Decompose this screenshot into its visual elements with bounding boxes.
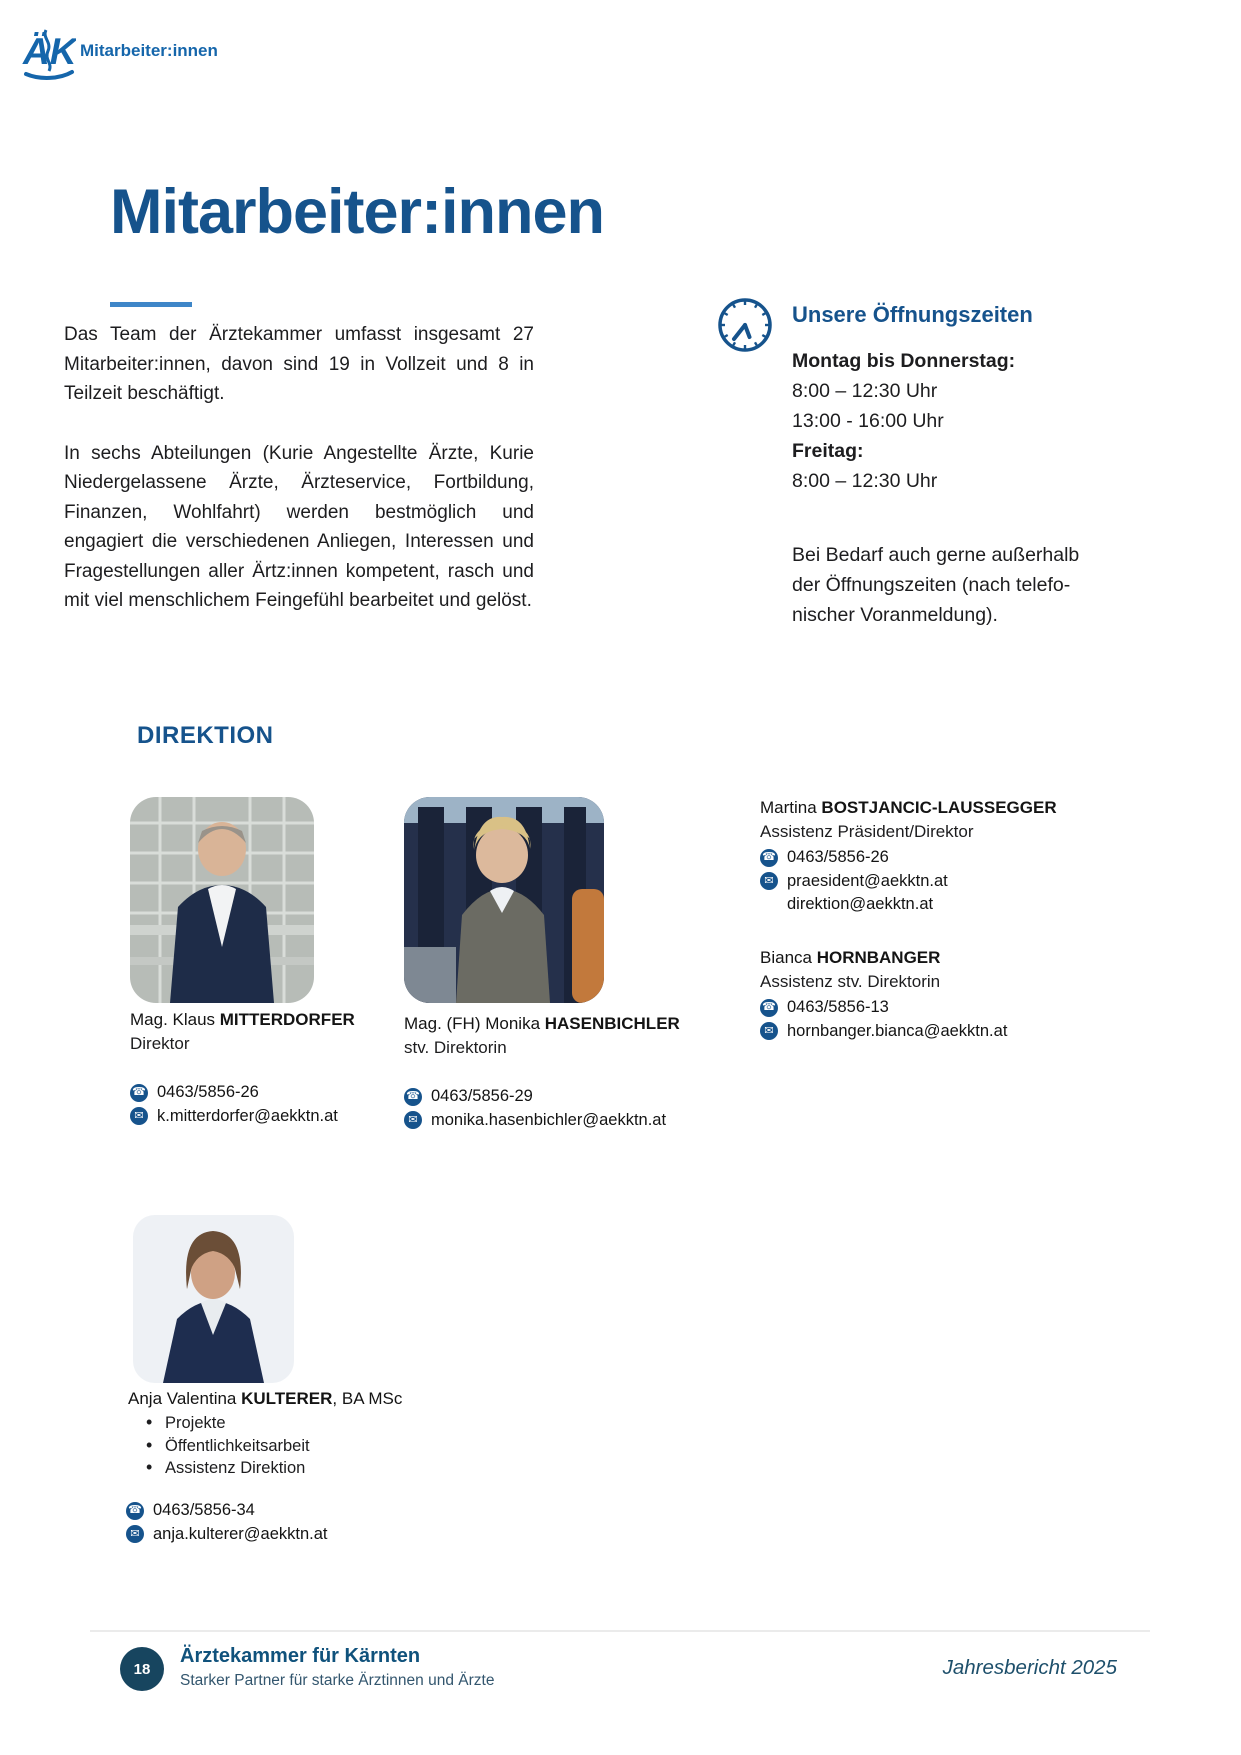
phone-row	[126, 1499, 328, 1523]
staff-contact-bostjancic	[760, 846, 948, 917]
staff-name-hasenbichler	[404, 1012, 680, 1060]
phone-icon: ☎	[126, 1502, 144, 1520]
email-icon: ✉	[760, 872, 778, 890]
staff-role: Direktor	[130, 1034, 190, 1053]
aek-logo-icon	[22, 22, 76, 80]
opening-hours-title: Unsere Öffnungszeiten	[792, 302, 1033, 327]
staff-role: Assistenz Präsident/Direktor	[760, 822, 974, 841]
name-surname: HASENBICHLER	[544, 1014, 680, 1033]
intro-paragraph-1: Das Team der Ärztekammer umfasst insgesamt 27 Mitarbeiter:innen, davon sind 19 in Vollzeit und 8 in Teilzeit beschäftigt.	[64, 324, 534, 404]
email-address: anja.kulterer@aekktn.at	[153, 1524, 328, 1543]
logo-swoosh	[26, 72, 72, 78]
phone-icon: ☎	[760, 849, 778, 867]
staff-duties-kulterer	[128, 1412, 310, 1480]
name-suffix: , BA MSc	[332, 1389, 403, 1408]
email-icon: ✉	[760, 1022, 778, 1040]
intro-paragraph-2: In sechs Abteilungen (Kurie Angestellte Ärzte, Kurie Niedergelassene Ärzte, Ärzteservice, Fortbildung, Finanzen, Wohlfahrt) werden bestmöglich und engagiert die verschiedenen Anliegen, Interessen und Fragestellungen aller Ärtz:innen kompetent, rasch und mit viel menschlichem Feingefühl bearbeitet und gelöst.	[64, 442, 534, 611]
staff-contact-hasenbichler	[404, 1085, 666, 1132]
clock-icon	[716, 296, 774, 354]
staff-photo-hasenbichler	[404, 797, 604, 1003]
page-number-badge: 18	[120, 1647, 164, 1691]
staff-name-line	[760, 946, 940, 970]
hours-time-2: 13:00 - 16:00 Uhr	[792, 410, 944, 432]
name-prefix: Martina	[760, 798, 822, 817]
opening-hours-list	[792, 346, 1015, 496]
staff-name-kulterer	[128, 1387, 402, 1411]
staff-name-line	[130, 1008, 355, 1032]
footer-organization: Ärztekammer für Kärnten	[180, 1645, 421, 1667]
aek-logo	[22, 22, 76, 80]
phone-number: 0463/5856-29	[431, 1087, 533, 1105]
duty-item: • Projekte	[128, 1412, 310, 1435]
opening-hours-note	[792, 540, 1079, 630]
email-address: monika.hasenbichler@aekktn.at	[431, 1110, 667, 1129]
name-surname: BOSTJANCIC-LAUSSEGGER	[821, 798, 1057, 817]
name-prefix: Bianca	[760, 948, 817, 967]
staff-name-bostjancic	[760, 796, 1057, 844]
hours-label-friday: Freitag:	[792, 440, 864, 462]
hours-label-mon-thu: Montag bis Donnerstag:	[792, 350, 1016, 372]
section-title-direktion: DIREKTION	[137, 722, 274, 749]
staff-name-line	[404, 1012, 680, 1036]
name-surname: HORNBANGER	[816, 948, 941, 967]
staff-name-mitterdorfer	[130, 1008, 355, 1056]
phone-number: 0463/5856-26	[157, 1083, 259, 1101]
email-row	[760, 1020, 1007, 1044]
staff-name-line	[760, 796, 1057, 820]
name-prefix: Mag. (FH) Monika	[404, 1014, 545, 1033]
email-address: k.mitterdorfer@aekktn.at	[157, 1106, 338, 1125]
duty-item: • Öffentlichkeitsarbeit	[128, 1435, 310, 1458]
staff-name-line	[128, 1387, 402, 1411]
footer-divider	[90, 1630, 1150, 1632]
header-label: Mitarbeiter:innen	[80, 41, 218, 60]
page-title: Mitarbeiter:innen	[110, 177, 605, 247]
phone-icon: ☎	[130, 1084, 148, 1102]
phone-number: 0463/5856-13	[787, 998, 889, 1016]
hours-time-1: 8:00 – 12:30 Uhr	[792, 380, 938, 402]
intro-text	[64, 320, 534, 646]
email-row	[760, 870, 948, 894]
email-icon: ✉	[126, 1525, 144, 1543]
email-icon: ✉	[404, 1111, 422, 1129]
note-line-3: nischer Voranmeldung).	[792, 604, 998, 626]
name-surname: MITTERDORFER	[219, 1010, 355, 1029]
email-address: praesident@aekktn.at	[787, 871, 948, 890]
email-row	[404, 1109, 666, 1133]
name-prefix: Anja Valentina	[128, 1389, 242, 1408]
footer-tagline: Starker Partner für starke Ärztinnen und Ärzte	[180, 1672, 495, 1689]
staff-role: Assistenz stv. Direktorin	[760, 972, 941, 991]
staff-role: stv. Direktorin	[404, 1038, 507, 1057]
logo-letters: ÄK	[23, 31, 76, 72]
staff-contact-kulterer	[126, 1499, 328, 1546]
phone-number: 0463/5856-34	[153, 1501, 255, 1519]
name-surname: KULTERER	[241, 1389, 333, 1408]
note-line-2: der Öffnungszeiten (nach telefo-	[792, 574, 1071, 596]
hours-time-3: 8:00 – 12:30 Uhr	[792, 470, 938, 492]
staff-photo-kulterer	[133, 1215, 294, 1383]
footer-report-title: Jahresbericht 2025	[942, 1656, 1117, 1679]
phone-icon: ☎	[760, 999, 778, 1017]
email-row	[130, 1105, 338, 1129]
title-underline	[110, 302, 192, 307]
phone-row	[760, 846, 948, 870]
note-line-1: Bei Bedarf auch gerne außerhalb	[792, 544, 1080, 566]
duty-item: • Assistenz Direktion	[128, 1457, 310, 1480]
email-address-secondary: direktion@aekktn.at	[787, 895, 934, 913]
phone-icon: ☎	[404, 1088, 422, 1106]
phone-row	[404, 1085, 666, 1109]
name-prefix: Mag. Klaus	[130, 1010, 220, 1029]
staff-contact-mitterdorfer	[130, 1081, 338, 1128]
email-row	[126, 1523, 328, 1547]
phone-row	[130, 1081, 338, 1105]
phone-number: 0463/5856-26	[787, 848, 889, 866]
email-icon: ✉	[130, 1107, 148, 1125]
staff-name-hornbanger	[760, 946, 940, 994]
email-address: hornbanger.bianca@aekktn.at	[787, 1021, 1008, 1040]
staff-photo-mitterdorfer	[130, 797, 314, 1003]
staff-contact-hornbanger	[760, 996, 1007, 1043]
phone-row	[760, 996, 1007, 1020]
